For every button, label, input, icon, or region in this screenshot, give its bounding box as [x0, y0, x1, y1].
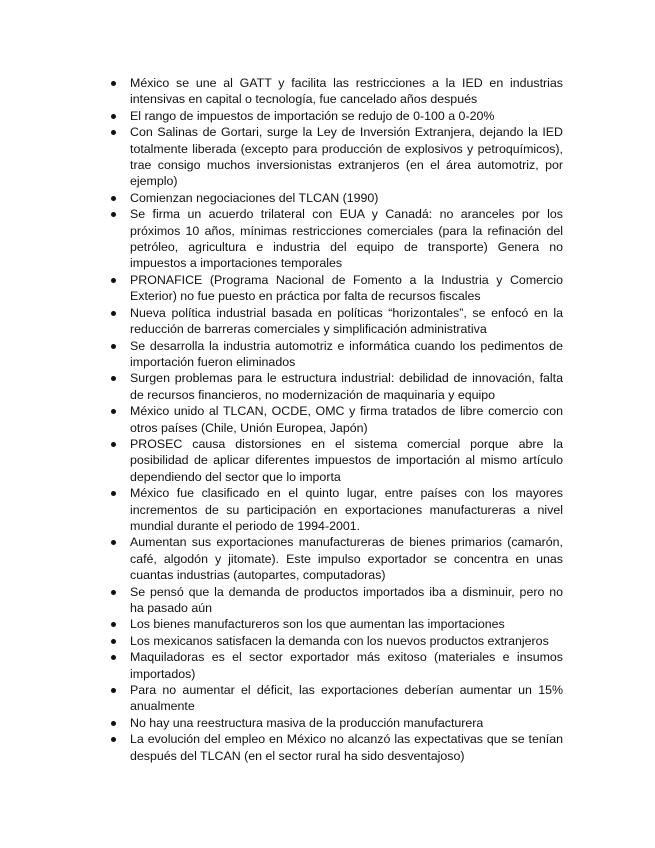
bullet-dot-icon — [111, 491, 116, 496]
list-item-text: Se pensó que la demanda de productos importados iba a disminuir, pero no ha pasado aún — [130, 584, 563, 615]
bullet-dot-icon — [111, 278, 116, 283]
list-item — [111, 534, 563, 583]
list-item-text: Aumentan sus exportaciones manufactureras de bienes primarios (camarón, café, algodón y jitomate). Este impulso exportador se concentra en unas cuantas industrias (autopartes, computadoras) — [130, 535, 563, 583]
list-item-text: México fue clasificado en el quinto lugar, entre países con los mayores incrementos de su participación en exportaciones manufactureras a nivel mundial durante el periodo de 1994-2001. — [130, 486, 563, 533]
list-item — [111, 584, 563, 617]
list-item — [111, 108, 563, 124]
bullet-dot-icon — [111, 721, 116, 726]
list-item-text: México se une al GATT y facilita las restricciones a la IED en industrias intensivas en capital o tecnología, fue cancelado años después — [130, 76, 563, 107]
bullet-dot-icon — [111, 409, 116, 414]
bullet-dot-icon — [111, 212, 116, 217]
bullet-dot-icon — [111, 344, 116, 349]
list-item-text: No hay una reestructura masiva de la producción manufacturera — [130, 715, 484, 730]
list-item-text: Surgen problemas para le estructura industrial: debilidad de innovación, falta de recursos financieros, no modernización de maquinaria y equipo — [130, 371, 563, 402]
bullet-dot-icon — [111, 737, 116, 742]
list-item — [111, 633, 563, 649]
list-item-text: Los mexicanos satisfacen la demanda con los nuevos productos extranjeros — [130, 633, 549, 648]
list-item-text: Maquiladoras es el sector exportador más exitoso (materiales e insumos importados) — [130, 650, 563, 681]
bullet-dot-icon — [111, 622, 116, 627]
list-item-text: Nueva política industrial basada en políticas “horizontales”, se enfocó en la reducción de barreras comerciales y simplificación administrativa — [130, 305, 563, 337]
list-item-text: El rango de impuestos de importación se redujo de 0-100 a 0-20% — [130, 108, 495, 123]
list-item — [111, 436, 563, 485]
list-item-text: Para no aumentar el déficit, las exportaciones deberían aumentar un 15% anualmente — [130, 683, 563, 714]
list-item-text: PRONAFICE (Programa Nacional de Fomento a la Industria y Comercio Exterior) no fue puesto en práctica por falta de recursos fiscales — [130, 272, 563, 304]
list-item-text: PROSEC causa distorsiones en el sistema comercial porque abre la posibilidad de aplicar diferentes impuestos de importación al mismo artículo dependiendo del sector que lo importa — [130, 436, 563, 484]
bullet-dot-icon — [111, 81, 116, 86]
list-item — [111, 715, 563, 731]
list-item — [111, 616, 563, 632]
bullet-dot-icon — [111, 196, 116, 201]
bullet-dot-icon — [111, 540, 116, 545]
bullet-dot-icon — [111, 655, 116, 660]
bullet-list — [111, 75, 563, 764]
list-item-text: La evolución del empleo en México no alcanzó las expectativas que se tenían después del TLCAN (en el sector rural ha sido desventajoso) — [130, 732, 563, 763]
list-item-text: México unido al TLCAN, OCDE, OMC y firma tratados de libre comercio con otros países (Chile, Unión Europea, Japón) — [130, 404, 563, 435]
list-item — [111, 206, 563, 272]
list-item-text: Se desarrolla la industria automotriz e informática cuando los pedimentos de importación fueron eliminados — [130, 338, 563, 369]
list-item-text: Los bienes manufactureros son los que aumentan las importaciones — [130, 617, 505, 632]
bullet-dot-icon — [111, 376, 116, 381]
bullet-dot-icon — [111, 639, 116, 644]
list-item-text: Se firma un acuerdo trilateral con EUA y Canadá: no aranceles por los próximos 10 años, mínimas restricciones comerciales (para la refinación del petróleo, agricultura e industria del equipo de transporte) Genera no impuestos a importaciones temporales — [130, 207, 563, 271]
bullet-dot-icon — [111, 688, 116, 693]
list-item — [111, 370, 563, 403]
list-item — [111, 338, 563, 371]
list-item-text: Con Salinas de Gortari, surge la Ley de Inversión Extranjera, dejando la IED totalmente liberada (excepto para producción de explosivos y petroquímicos), trae consigo muchos inversionistas extranjeros (en el área automotriz, por ejemplo) — [130, 125, 563, 189]
list-item — [111, 75, 563, 108]
list-item — [111, 124, 563, 190]
bullet-dot-icon — [111, 590, 116, 595]
bullet-dot-icon — [111, 442, 116, 447]
list-item — [111, 190, 563, 206]
bullet-dot-icon — [111, 130, 116, 135]
list-item — [111, 403, 563, 436]
list-item — [111, 272, 563, 305]
list-item — [111, 305, 563, 338]
list-item-text: Comienzan negociaciones del TLCAN (1990) — [130, 190, 379, 205]
list-item — [111, 682, 563, 715]
list-item — [111, 731, 563, 764]
list-item — [111, 649, 563, 682]
list-item — [111, 485, 563, 534]
bullet-dot-icon — [111, 114, 116, 119]
bullet-dot-icon — [111, 311, 116, 316]
